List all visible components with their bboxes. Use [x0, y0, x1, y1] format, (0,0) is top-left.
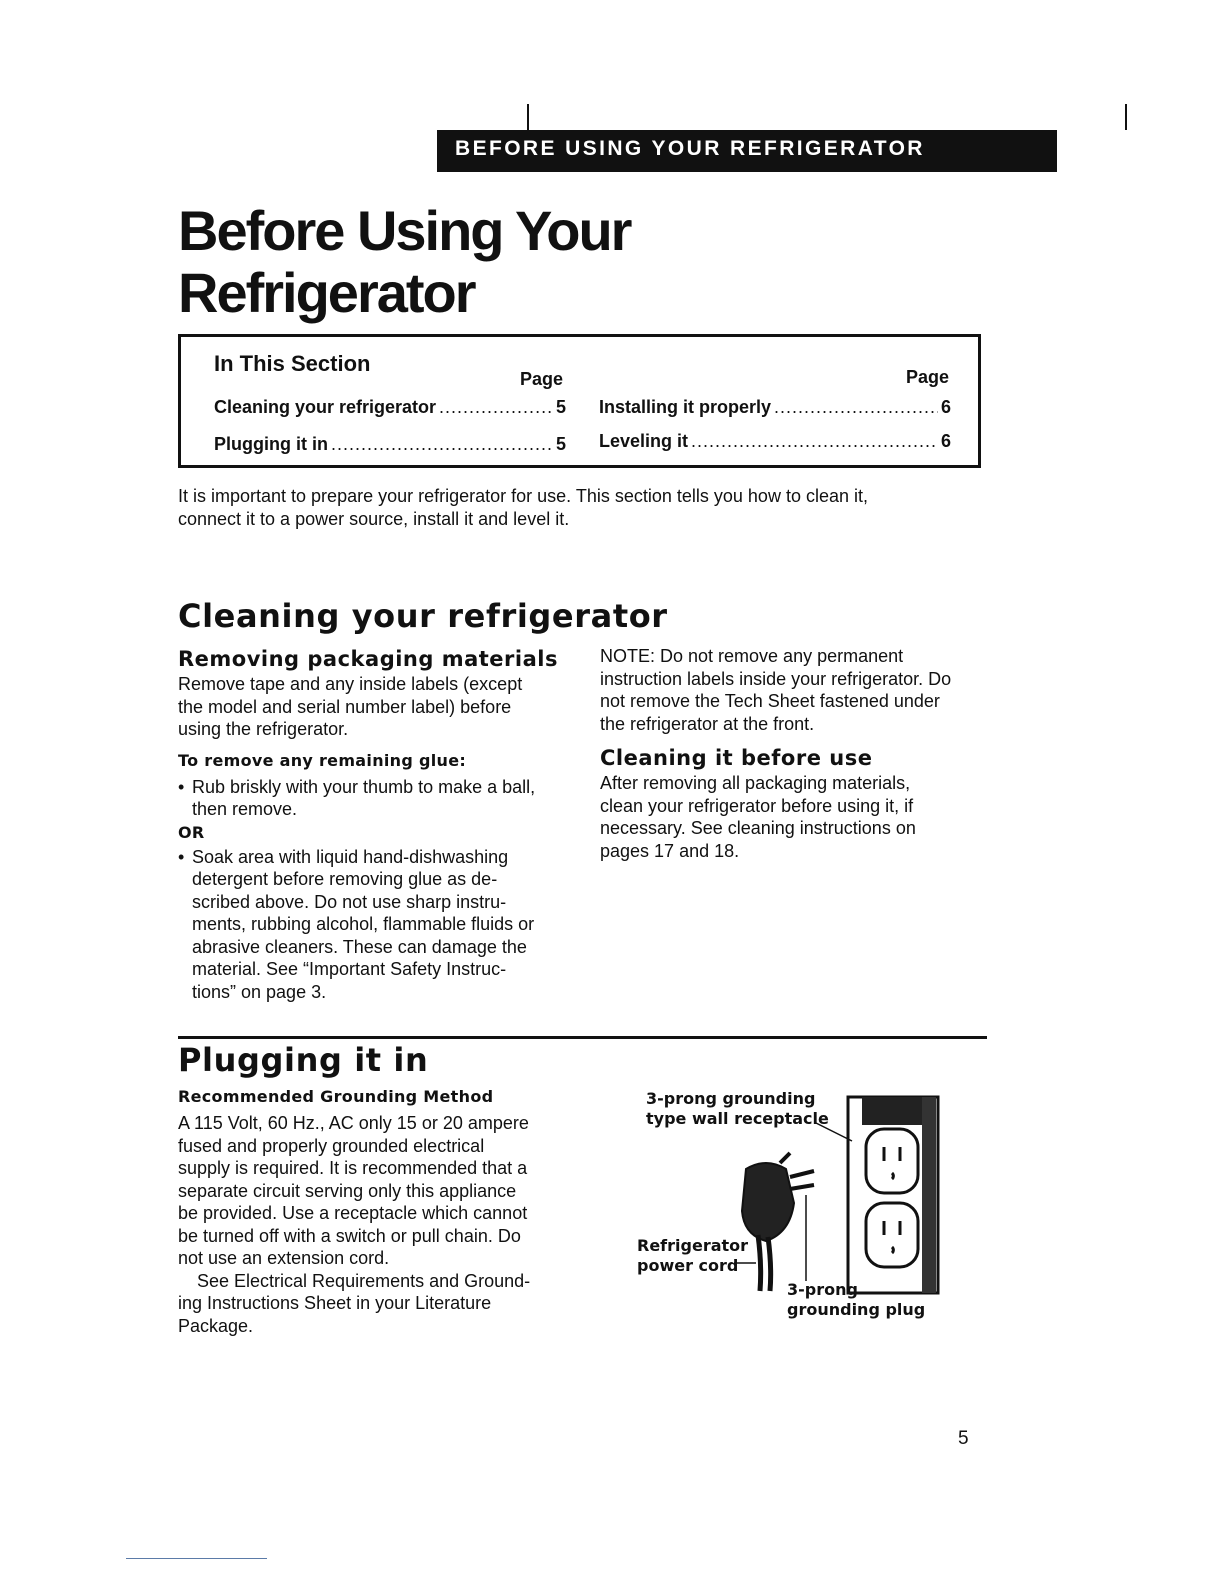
grounding-method-heading: Recommended Grounding Method [178, 1087, 494, 1106]
text-line: fused and properly grounded electrical [178, 1135, 485, 1156]
text-line: Remove tape and any inside labels (except [178, 674, 523, 694]
page-title [178, 200, 878, 324]
text-line: the model and serial number label) before [178, 696, 512, 717]
text-line: pages 17 and 18. [600, 840, 740, 861]
text-line: be turned off with a switch or pull chain. Do [178, 1225, 521, 1246]
intro-line: It is important to prepare your refrigerator for use. This section tells you how to clean it, [178, 486, 868, 506]
toc-entry-page: 6 [940, 431, 951, 451]
toc-leader-dots [331, 434, 553, 455]
text-line: clean your refrigerator before using it, if [600, 795, 914, 816]
removing-packaging-text [178, 673, 578, 741]
toc-entry-page: 6 [940, 397, 951, 417]
grounding-plug-label [787, 1280, 925, 1320]
text-line: ing Instructions Sheet in your Literature [178, 1293, 492, 1313]
page-title-line2: Refrigerator [178, 261, 475, 324]
section-divider [178, 1036, 987, 1039]
text-line: NOTE: Do not remove any permanent [600, 646, 904, 666]
page-title-line1: Before Using Your [178, 199, 631, 262]
toc-entry-plugging[interactable] [214, 434, 566, 455]
toc-entry-cleaning[interactable] [214, 397, 566, 418]
text-line: abrasive cleaners. These can damage the [192, 936, 527, 957]
text-line: detergent before removing glue as de- [192, 869, 498, 889]
upper-outlet [866, 1129, 918, 1193]
text-line: using the refrigerator. [178, 719, 349, 739]
plug-body [742, 1163, 794, 1241]
text-line: After removing all packaging materials, [600, 773, 911, 793]
note-column [600, 645, 995, 862]
toc-page-label-left: Page [520, 369, 564, 389]
text-line: A 115 Volt, 60 Hz., AC only 15 or 20 ampere [178, 1113, 529, 1133]
plugging-column [178, 1087, 578, 1337]
footer-rule [126, 1558, 267, 1559]
label-line: grounding plug [787, 1300, 926, 1319]
cleaning-section-title: Cleaning your refrigerator [178, 597, 668, 635]
label-line: 3-prong [787, 1280, 858, 1299]
text-line: See Electrical Requirements and Ground- [197, 1270, 531, 1291]
toc-entry-installing[interactable] [599, 397, 951, 418]
receptacle-label [646, 1089, 829, 1129]
text-line: tions” on page 3. [192, 981, 327, 1002]
text-line: material. See “Important Safety Instruc- [192, 959, 507, 979]
removing-packaging-title: Removing packaging materials [178, 647, 558, 671]
grounding-method-text [178, 1112, 578, 1337]
text-line: instruction labels inside your refrigerator. Do [600, 668, 952, 689]
toc-entry-leveling[interactable] [599, 431, 951, 452]
intro-line: connect it to a power source, install it and level it. [178, 508, 570, 529]
crop-mark [527, 104, 529, 134]
text-line: separate circuit serving only this appliance [178, 1180, 517, 1201]
text-line: not use an extension cord. [178, 1248, 390, 1268]
power-cord [758, 1235, 771, 1291]
toc-entry-label: Leveling it [599, 431, 689, 451]
lower-outlet [866, 1203, 918, 1267]
text-line: • Rub briskly with your thumb to make a ball, [192, 776, 536, 797]
power-cord-label [637, 1236, 748, 1276]
label-line: power cord [637, 1256, 739, 1275]
glue-heading: To remove any remaining glue: [178, 750, 467, 770]
text-line: then remove. [192, 799, 298, 819]
page-number: 5 [958, 1428, 969, 1449]
text-line: scribed above. Do not use sharp instru- [192, 891, 507, 912]
note-paragraph [600, 645, 995, 735]
toc-entry-label: Cleaning your refrigerator [214, 397, 437, 417]
section-banner-text: BEFORE USING YOUR REFRIGERATOR [455, 137, 925, 160]
toc-page-label-right: Page [906, 367, 950, 387]
plugging-section-title: Plugging it in [178, 1041, 429, 1079]
label-line: type wall receptacle [646, 1109, 829, 1128]
toc-entry-label: Plugging it in [214, 434, 328, 454]
cleaning-before-use-title: Cleaning it before use [600, 746, 873, 770]
toc-entry-label: Installing it properly [599, 397, 772, 417]
text-line: not remove the Tech Sheet fastened under [600, 691, 940, 711]
text-line: the refrigerator at the front. [600, 713, 815, 734]
intro-paragraph [178, 485, 978, 530]
toc-leader-dots [439, 397, 553, 418]
or-label: OR [178, 822, 205, 842]
glue-bullet-rub [178, 776, 578, 821]
text-line: • Soak area with liquid hand-dishwashing [192, 846, 509, 867]
text-line: Package. [178, 1315, 254, 1336]
toc-entry-page: 5 [555, 434, 566, 454]
text-line: ments, rubbing alcohol, flammable fluids or [192, 914, 535, 934]
toc-leader-dots [774, 397, 938, 418]
toc-entry-page: 5 [555, 397, 566, 417]
label-line: Refrigerator [637, 1236, 749, 1255]
removing-packaging-column [178, 646, 578, 1003]
crop-mark [1125, 104, 1127, 130]
cleaning-before-use-text [600, 772, 995, 862]
glue-bullet-soak [178, 846, 578, 1004]
toc-heading: In This Section [214, 351, 371, 376]
text-line: be provided. Use a receptacle which cannot [178, 1203, 528, 1223]
wall-plate-edge [922, 1097, 936, 1293]
text-line: supply is required. It is recommended that a [178, 1158, 528, 1178]
toc-leader-dots [691, 431, 938, 452]
text-line: necessary. See cleaning instructions on [600, 818, 916, 838]
label-line: 3-prong grounding [646, 1089, 816, 1108]
